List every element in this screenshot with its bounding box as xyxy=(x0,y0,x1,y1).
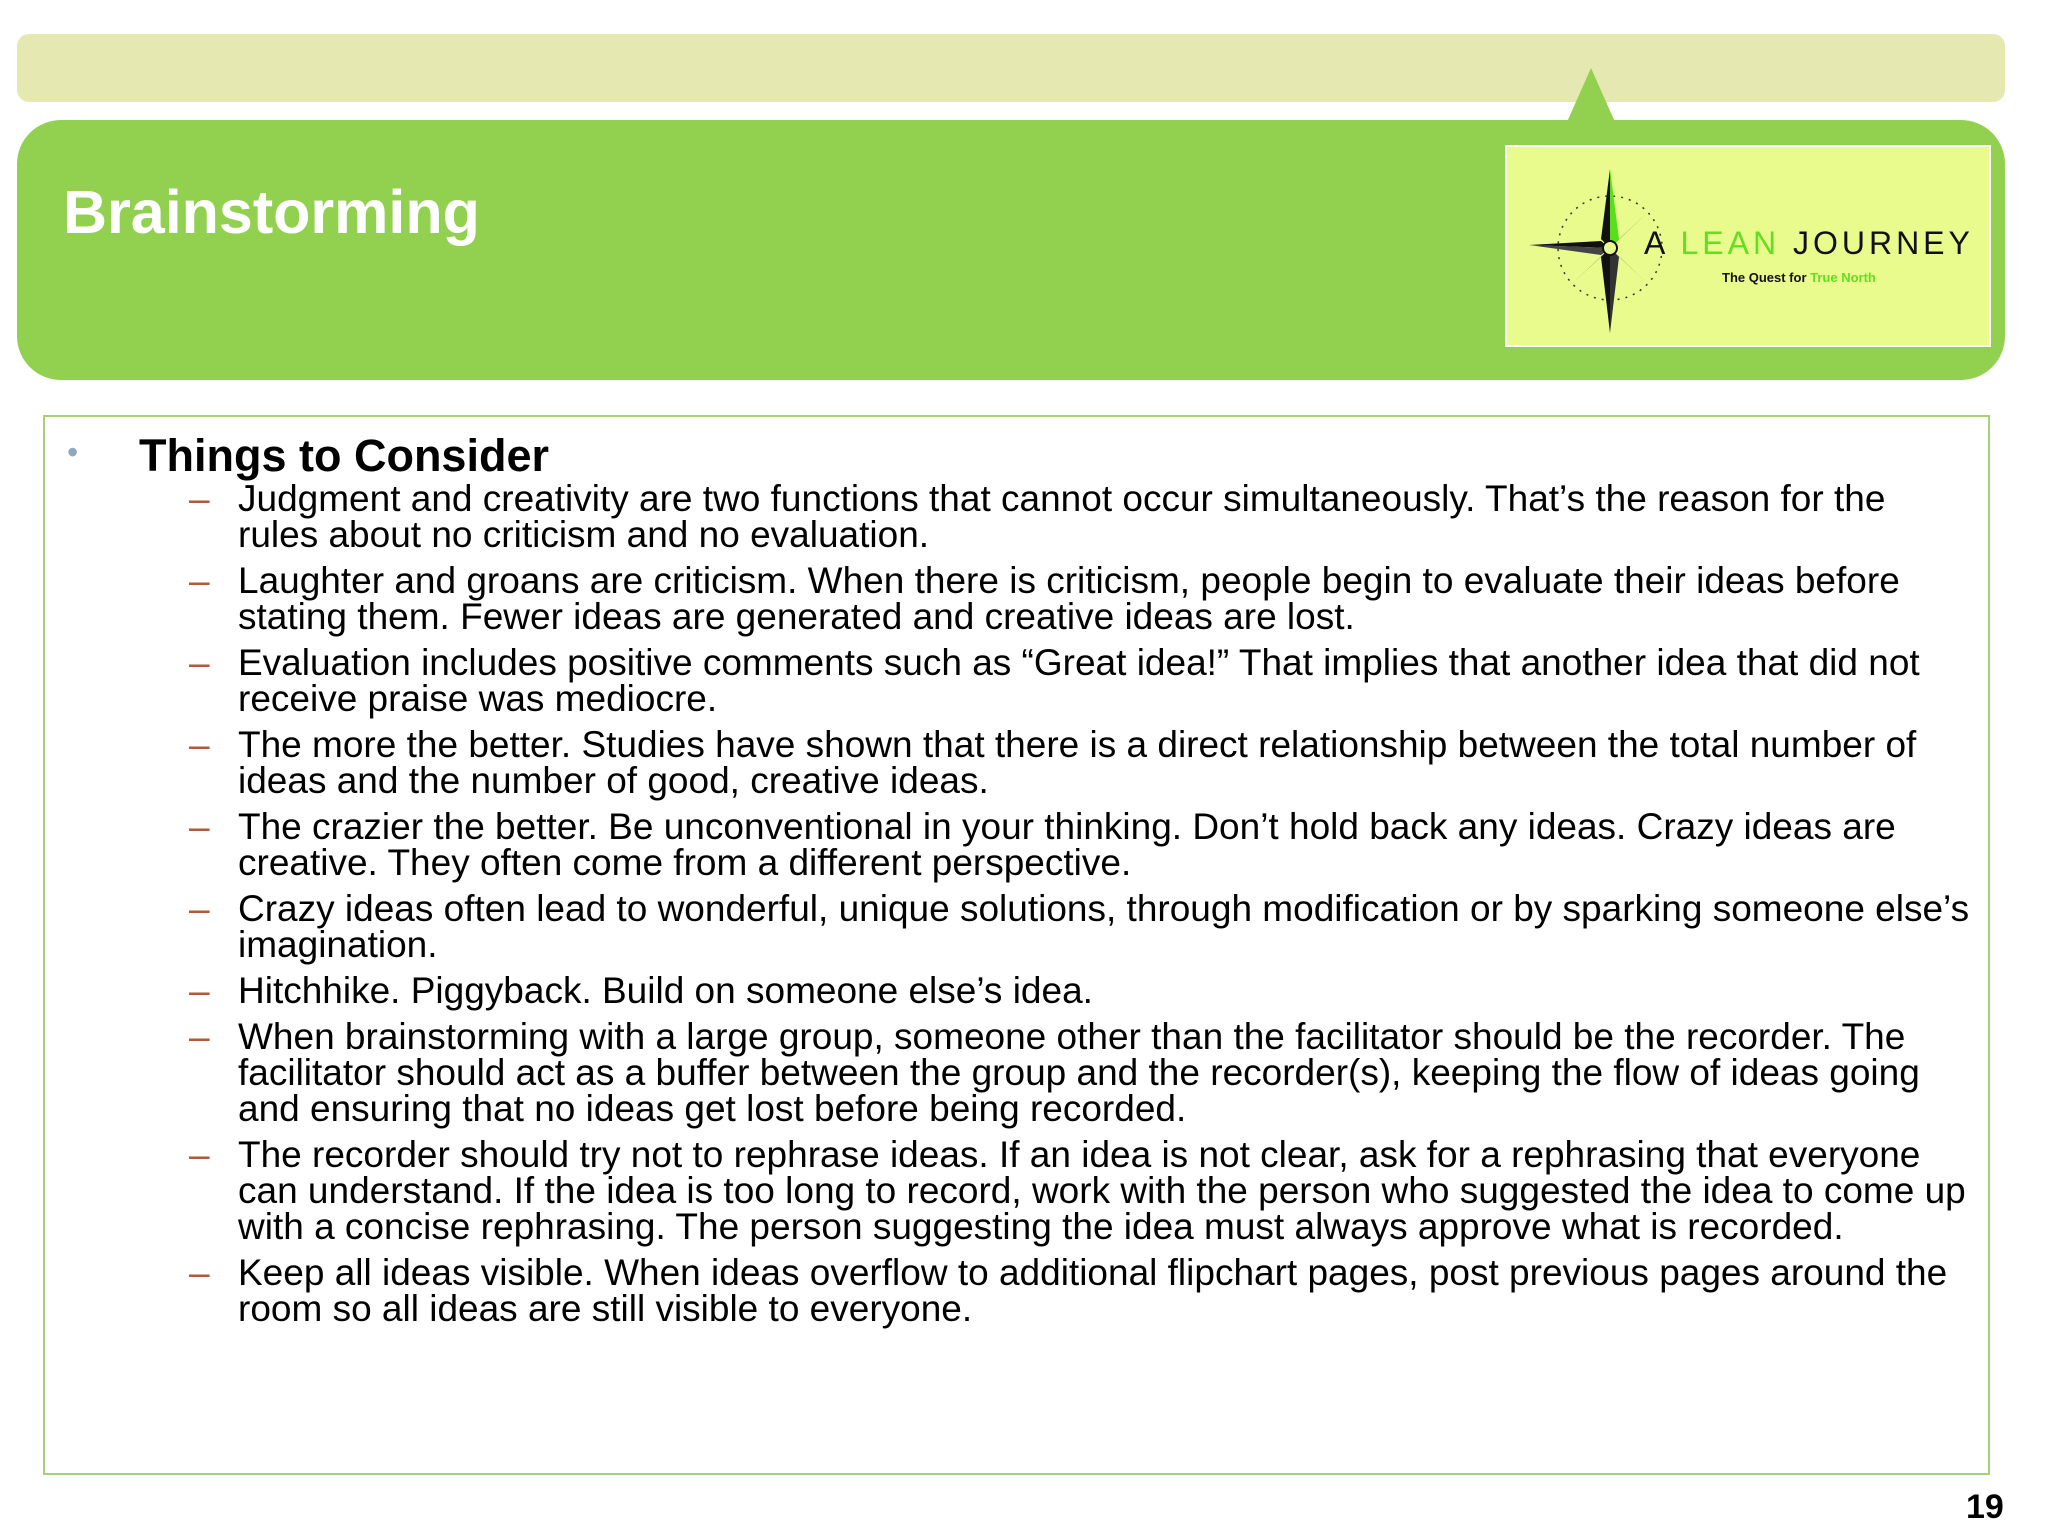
dash-icon: – xyxy=(189,888,210,929)
logo-tagline-highlight: True North xyxy=(1810,270,1876,285)
consider-list xyxy=(145,478,1975,1337)
list-item xyxy=(145,1252,1975,1329)
header-pointer xyxy=(1567,68,1615,122)
list-item xyxy=(145,1134,1975,1247)
list-item xyxy=(145,970,1975,1011)
logo-prefix: A xyxy=(1644,225,1668,261)
list-item-text: Crazy ideas often lead to wonderful, unique solutions, through modification or by sparking someone else’s imagination. xyxy=(238,888,1970,965)
list-item xyxy=(145,478,1975,555)
top-strip xyxy=(17,34,2005,102)
dash-icon: – xyxy=(189,1252,210,1293)
dash-icon: – xyxy=(189,478,210,519)
dash-icon: – xyxy=(189,560,210,601)
list-item xyxy=(145,1016,1975,1129)
dash-icon: – xyxy=(189,970,210,1011)
list-item-text: Laughter and groans are criticism. When there is criticism, people begin to evaluate their ideas before stating them. Fewer ideas are generated and creative ideas are lost. xyxy=(238,560,1900,637)
logo-lean: LEAN xyxy=(1680,225,1781,261)
list-item xyxy=(145,560,1975,637)
dash-icon: – xyxy=(189,1016,210,1057)
list-item-text: The recorder should try not to rephrase ideas. If an idea is not clear, ask for a rephrasing that everyone can understand. If the idea is too long to record, work with the person who suggested the idea to come up with a concise rephrasing. The person suggesting the idea must always approve what is recorded. xyxy=(238,1134,1966,1247)
logo-journey: JOURNEY xyxy=(1792,225,1974,261)
list-item-text: Hitchhike. Piggyback. Build on someone else’s idea. xyxy=(238,970,1093,1011)
list-item-text: Evaluation includes positive comments such as “Great idea!” That implies that another idea that did not receive praise was mediocre. xyxy=(238,642,1920,719)
logo xyxy=(1505,145,1991,347)
dash-icon: – xyxy=(189,724,210,765)
dash-icon: – xyxy=(189,642,210,683)
logo-tagline-prefix: The Quest for xyxy=(1722,270,1807,285)
dash-icon: – xyxy=(189,806,210,847)
list-item-text: The crazier the better. Be unconventional in your thinking. Don’t hold back any ideas. Crazy ideas are creative. They often come from a different perspective. xyxy=(238,806,1896,883)
page-title: Brainstorming xyxy=(63,178,480,246)
dash-icon: – xyxy=(189,1134,210,1175)
bullet-icon: • xyxy=(67,434,79,470)
content-box xyxy=(43,415,1990,1475)
logo-tagline xyxy=(1722,271,1876,284)
section-heading: Things to Consider xyxy=(139,430,549,481)
list-item xyxy=(145,642,1975,719)
page-number: 19 xyxy=(1966,1488,2004,1526)
list-item xyxy=(145,724,1975,801)
list-item xyxy=(145,806,1975,883)
list-item xyxy=(145,888,1975,965)
list-item-text: Keep all ideas visible. When ideas overflow to additional flipchart pages, post previous pages around the room so all ideas are still visible to everyone. xyxy=(238,1252,1948,1329)
list-item-text: The more the better. Studies have shown that there is a direct relationship between the total number of ideas and the number of good, creative ideas. xyxy=(238,724,1917,801)
list-item-text: When brainstorming with a large group, someone other than the facilitator should be the recorder. The facilitator should act as a buffer between the group and the recorder(s), keeping the flow of ideas going and ensuring that no ideas get lost before being recorded. xyxy=(238,1016,1920,1129)
list-item-text: Judgment and creativity are two functions that cannot occur simultaneously. That’s the reason for the rules about no criticism and no evaluation. xyxy=(238,478,1886,555)
logo-wordmark xyxy=(1644,227,1974,259)
